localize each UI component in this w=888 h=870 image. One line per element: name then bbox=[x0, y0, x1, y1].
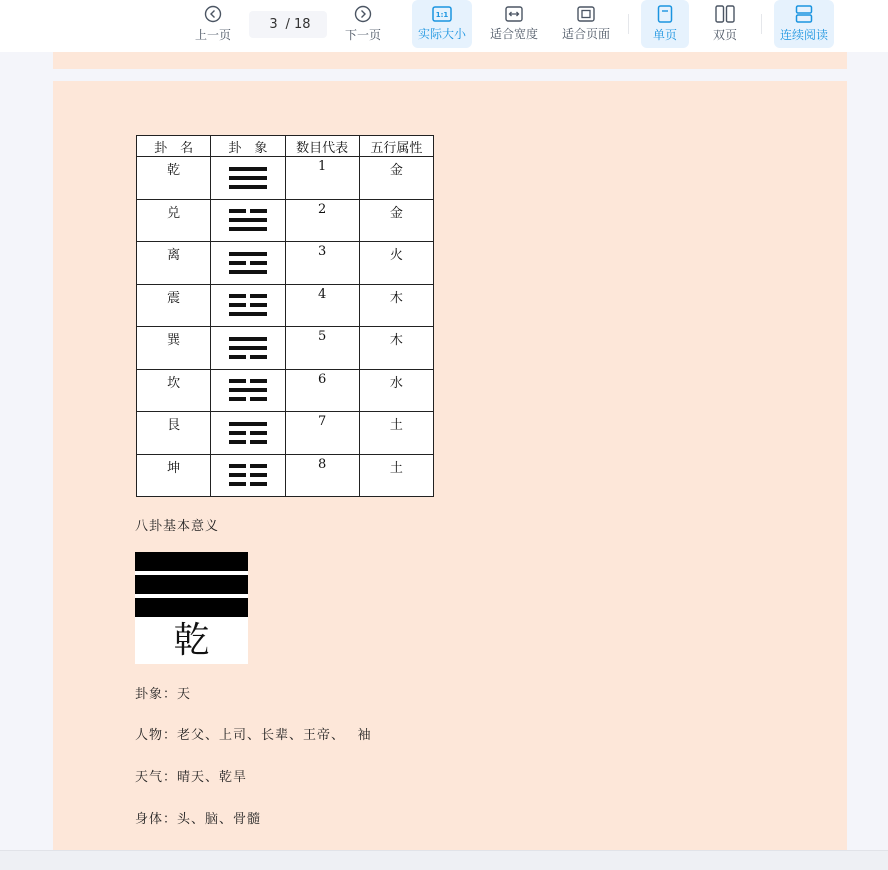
fit-width-button[interactable] bbox=[484, 0, 544, 48]
yin-line bbox=[229, 464, 267, 468]
gua-image-line: 卦象：天 bbox=[135, 687, 192, 702]
yin-line bbox=[229, 209, 267, 213]
gua-element-cell: 金 bbox=[359, 199, 433, 242]
people-line: 人物：老父、上司、长辈、王帝、 袖 bbox=[135, 728, 372, 743]
yang-line bbox=[229, 388, 267, 392]
actual-size-icon-text: 1:1 bbox=[435, 11, 449, 19]
gua-element-cell: 木 bbox=[359, 327, 433, 370]
qian-character: 乾 bbox=[173, 620, 210, 661]
status-bar bbox=[0, 850, 888, 870]
table-row bbox=[137, 327, 434, 370]
table-row bbox=[137, 412, 434, 455]
yang-line bbox=[229, 185, 267, 189]
gua-number-cell: 7 bbox=[285, 412, 359, 455]
yang-line bbox=[229, 422, 267, 426]
yang-line bbox=[229, 176, 267, 180]
gua-number-cell: 2 bbox=[285, 199, 359, 242]
double-page-button[interactable] bbox=[701, 0, 749, 48]
table-header-row bbox=[137, 136, 434, 157]
prev-page-button[interactable] bbox=[188, 0, 238, 48]
trigram-symbol bbox=[229, 379, 267, 401]
document-page bbox=[53, 81, 847, 851]
gua-symbol-cell bbox=[211, 454, 285, 497]
gua-symbol-cell bbox=[211, 412, 285, 455]
table-row bbox=[137, 454, 434, 497]
table-row bbox=[137, 157, 434, 200]
single-page-label: 单页 bbox=[652, 28, 677, 42]
yang-line bbox=[229, 312, 267, 316]
gua-number-cell: 4 bbox=[285, 284, 359, 327]
gua-symbol-cell bbox=[211, 284, 285, 327]
gua-element-cell: 金 bbox=[359, 157, 433, 200]
single-page-button[interactable] bbox=[641, 0, 689, 48]
gua-element-cell: 土 bbox=[359, 454, 433, 497]
gua-element-cell: 火 bbox=[359, 242, 433, 285]
chevron-right-circle-icon bbox=[354, 5, 372, 23]
gua-name-cell: 乾 bbox=[137, 157, 211, 200]
next-page-label: 下一页 bbox=[344, 28, 381, 42]
yin-line bbox=[229, 261, 267, 265]
yin-line bbox=[229, 303, 267, 307]
double-page-icon bbox=[715, 5, 735, 23]
yang-line bbox=[229, 346, 267, 350]
body-line: 身体：头、脑、骨髓 bbox=[135, 812, 262, 827]
table-row bbox=[137, 284, 434, 327]
gua-symbol-cell bbox=[211, 199, 285, 242]
header-gua-symbol: 卦 象 bbox=[211, 136, 285, 157]
header-number: 数目代表 bbox=[285, 136, 359, 157]
gua-element-cell: 木 bbox=[359, 284, 433, 327]
actual-size-button[interactable] bbox=[412, 0, 472, 48]
fit-width-label: 适合宽度 bbox=[489, 27, 538, 41]
weather-line: 天气：晴天、乾旱 bbox=[135, 770, 248, 785]
gua-name-cell: 巽 bbox=[137, 327, 211, 370]
trigram-line bbox=[135, 575, 248, 594]
gua-number-cell: 6 bbox=[285, 369, 359, 412]
yang-line bbox=[229, 218, 267, 222]
trigram-symbol bbox=[229, 294, 267, 316]
yang-line bbox=[229, 270, 267, 274]
gua-number-cell: 3 bbox=[285, 242, 359, 285]
gua-name-cell: 离 bbox=[137, 242, 211, 285]
gua-name-cell: 艮 bbox=[137, 412, 211, 455]
yin-line bbox=[229, 397, 267, 401]
trigram-symbol bbox=[229, 167, 267, 189]
actual-size-label: 实际大小 bbox=[417, 27, 466, 41]
total-pages: / 18 bbox=[285, 17, 311, 32]
next-page-button[interactable] bbox=[338, 0, 388, 48]
yin-line bbox=[229, 379, 267, 383]
trigram-symbol bbox=[229, 464, 267, 486]
double-page-label: 双页 bbox=[712, 28, 737, 42]
yin-line bbox=[229, 355, 267, 359]
toolbar-divider bbox=[761, 14, 762, 34]
gua-symbol-cell bbox=[211, 157, 285, 200]
previous-page-tail bbox=[53, 52, 847, 69]
trigram-symbol bbox=[229, 337, 267, 359]
qian-trigram-image bbox=[135, 552, 248, 664]
trigram-symbol bbox=[229, 422, 267, 444]
gua-element-cell: 土 bbox=[359, 412, 433, 455]
gua-symbol-cell bbox=[211, 327, 285, 370]
gua-number-cell: 5 bbox=[285, 327, 359, 370]
yin-line bbox=[229, 482, 267, 486]
trigram-symbol bbox=[229, 252, 267, 274]
yang-line bbox=[229, 337, 267, 341]
continuous-reading-button[interactable] bbox=[774, 0, 834, 48]
gua-name-cell: 震 bbox=[137, 284, 211, 327]
header-gua-name: 卦 名 bbox=[137, 136, 211, 157]
gua-number-cell: 8 bbox=[285, 454, 359, 497]
bagua-table-body bbox=[137, 157, 434, 497]
gua-symbol-cell bbox=[211, 369, 285, 412]
fit-page-icon bbox=[577, 6, 595, 22]
yang-line bbox=[229, 227, 267, 231]
yin-line bbox=[229, 294, 267, 298]
header-element: 五行属性 bbox=[359, 136, 433, 157]
gua-name-cell: 坎 bbox=[137, 369, 211, 412]
yin-line bbox=[229, 431, 267, 435]
yin-line bbox=[229, 473, 267, 477]
fit-page-label: 适合页面 bbox=[561, 27, 610, 41]
prev-page-label: 上一页 bbox=[194, 28, 231, 42]
trigram-line bbox=[135, 598, 248, 617]
table-row bbox=[137, 242, 434, 285]
fit-width-icon bbox=[505, 6, 523, 22]
viewer-toolbar bbox=[0, 0, 888, 52]
yin-line bbox=[229, 440, 267, 444]
section-caption: 八卦基本意义 bbox=[135, 519, 220, 534]
toolbar-divider bbox=[628, 14, 629, 34]
gua-name-cell: 坤 bbox=[137, 454, 211, 497]
gua-number-cell: 1 bbox=[285, 157, 359, 200]
gua-element-cell: 水 bbox=[359, 369, 433, 412]
table-row bbox=[137, 369, 434, 412]
current-page-input[interactable]: 3 bbox=[269, 17, 278, 32]
yang-line bbox=[229, 252, 267, 256]
gua-name-cell: 兑 bbox=[137, 199, 211, 242]
gua-symbol-cell bbox=[211, 242, 285, 285]
continuous-reading-icon bbox=[795, 5, 813, 23]
bagua-table bbox=[136, 135, 434, 497]
page-indicator bbox=[249, 11, 327, 38]
continuous-reading-label: 连续阅读 bbox=[779, 28, 828, 42]
chevron-left-circle-icon bbox=[204, 5, 222, 23]
actual-size-icon bbox=[432, 6, 452, 22]
table-row bbox=[137, 199, 434, 242]
trigram-line bbox=[135, 552, 248, 571]
fit-page-button[interactable] bbox=[556, 0, 616, 48]
yang-line bbox=[229, 167, 267, 171]
trigram-symbol bbox=[229, 209, 267, 231]
single-page-icon bbox=[657, 5, 673, 23]
